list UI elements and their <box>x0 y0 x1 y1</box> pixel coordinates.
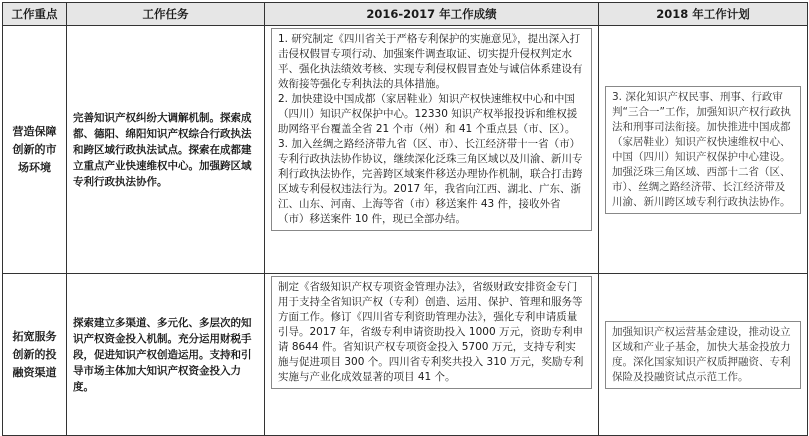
results-box <box>271 28 592 231</box>
work-plan-table-container <box>2 2 807 428</box>
cell-plan <box>599 26 808 274</box>
header-plan: 2018 年工作计划 <box>599 3 808 26</box>
cell-results <box>265 26 599 274</box>
result-paragraph: 3. 加入丝绸之路经济带九省（区、市）、长江经济带十一省（市）专利行政执法协作协议，继续深化泛珠三角区域以及川渝、新川专利行政执法协作，完善跨区域案件移送办理协作机制，联合打击跨区域专利侵权违法行为。2017 年，我省向江西、湖北、广东、浙江、山东、河南、上海等省（市）移送案件 43 件，接收外省（市）移送案件 10 件，现已全部办结。 <box>278 138 583 225</box>
header-results: 2016-2017 年工作成绩 <box>265 3 599 26</box>
header-focus: 工作重点 <box>3 3 67 26</box>
cell-results <box>265 274 599 436</box>
work-plan-table <box>2 2 808 436</box>
results-box <box>271 276 592 389</box>
cell-focus: 拓宽服务创新的投融资渠道 <box>3 274 67 436</box>
plan-box <box>605 321 801 389</box>
plan-text: 3. 深化知识产权民事、刑事、行政审判“三合一”工作，加强知识产权行政执法和刑事司法衔接。加快推进中国成都（家居鞋业）知识产权快速维权中心、中国（四川）知识产权保护中心建设。加强泛珠三角区域、西部十二省（区、市）、丝绸之路经济带、长江经济带及川渝、新川跨区域专利行政执法协作。 <box>612 90 791 208</box>
table-row <box>3 274 808 436</box>
table-header-row <box>3 3 808 26</box>
cell-task: 完善知识产权纠纷大调解机制。探索成都、德阳、绵阳知识产权综合行政执法和跨区域行政执法试点。探索在成都建立重点产业快速维权中心。加强跨区域专利行政执法协作。 <box>67 26 265 274</box>
header-task: 工作任务 <box>67 3 265 26</box>
result-paragraph: 制定《省级知识产权专项资金管理办法》，省级财政安排资金专门用于支持全省知识产权（专利）创造、运用、保护、管理和服务等方面工作。修订《四川省专利资助管理办法》，强化专利申请质量引导。2017 年，省级专利申请资助投入 1000 万元，资助专利申请 8644 件。省知识产权专项资金投入 5700 万元，支持专利实施与促进项目 300 个。四川省专利奖共投入 310 万元，奖励专利实施与产业化成效显著的项目 41 个。 <box>278 281 584 383</box>
cell-focus: 营造保障创新的市场环境 <box>3 26 67 274</box>
plan-text: 加强知识产权运营基金建设，推动设立区域和产业子基金，加快大基金投放力度。深化国家知识产权质押融资、专利保险及投融资试点示范工作。 <box>612 325 791 383</box>
plan-box <box>605 86 801 214</box>
result-paragraph: 2. 加快建设中国成都（家居鞋业）知识产权快速维权中心和中国（四川）知识产权保护中心。12330 知识产权举报投诉和维权援助网络平台覆盖全省 21 个市（州）和 41 个重点县（市、区）。 <box>278 93 578 135</box>
table-row <box>3 26 808 274</box>
cell-task: 探索建立多渠道、多元化、多层次的知识产权资金投入机制。充分运用财税手段，促进知识产权创造运用。支持和引导市场主体加大知识产权资金投入力度。 <box>67 274 265 436</box>
cell-plan <box>599 274 808 436</box>
result-paragraph: 1. 研究制定《四川省关于严格专利保护的实施意见》，提出深入打击侵权假冒专项行动、加强案件调查取证、切实提升侵权判定水平、强化执法绩效考核、实现专利侵权假冒查处与诚信体系建设有效衔接等强化专利执法的具体措施。 <box>278 33 583 90</box>
